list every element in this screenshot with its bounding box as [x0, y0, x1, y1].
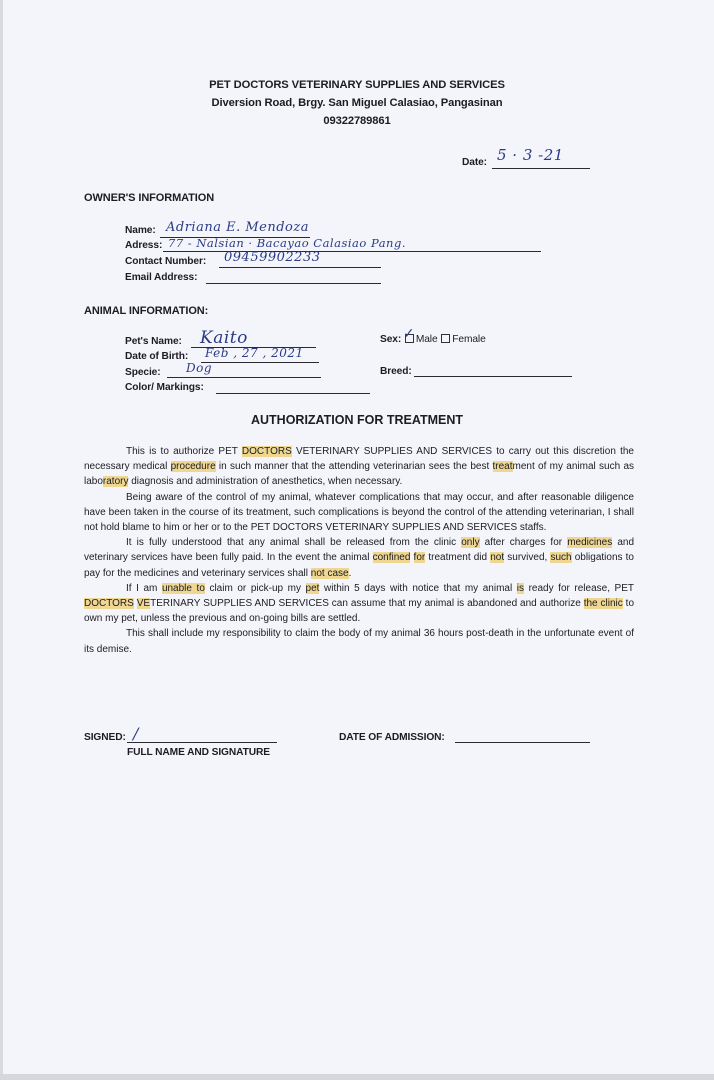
- p1-text: This is to authorize PET: [126, 446, 242, 457]
- p4-highlight: VE: [136, 598, 151, 610]
- p3-highlight: not: [490, 552, 505, 564]
- species-field[interactable]: Dog: [186, 361, 213, 375]
- dob-label: Date of Birth:: [125, 351, 189, 362]
- pet-name-field[interactable]: Kaito: [200, 328, 248, 348]
- owner-address-line: [163, 251, 541, 252]
- contact-number-label: Contact Number:: [125, 256, 207, 267]
- date-of-admission-line: [455, 742, 590, 743]
- authorization-title: AUTHORIZATION FOR TREATMENT: [250, 413, 463, 427]
- p1-text: diagnosis and administration of anesthetics, when necessary.: [128, 476, 403, 488]
- p4-text: ready for release, PET: [524, 582, 635, 594]
- owner-address-field[interactable]: 77 - Nalsian · Bacayao Calasiao Pang.: [168, 236, 406, 250]
- owner-name-label: Name:: [125, 225, 156, 236]
- paragraph-4: [84, 581, 634, 627]
- full-name-signature-label: FULL NAME AND SIGNATURE: [127, 747, 270, 758]
- pet-name-label: Pet's Name:: [125, 336, 182, 347]
- signed-label: SIGNED:: [84, 732, 126, 743]
- sex-label: Sex:: [380, 334, 402, 345]
- owner-section-title: OWNER'S INFORMATION: [84, 192, 215, 204]
- color-markings-label: Color/ Markings:: [125, 382, 204, 393]
- business-name: PET DOCTORS VETERINARY SUPPLIES AND SERVICES: [209, 79, 505, 91]
- p1-text: in such manner that the attending veterinarian sees the best: [215, 461, 493, 473]
- signature-field[interactable]: /: [133, 724, 139, 743]
- p3-highlight: only: [461, 537, 480, 549]
- authorization-body: [84, 444, 634, 657]
- owner-name-field[interactable]: Adriana E. Mendoza: [166, 220, 309, 235]
- p3-highlight: for: [413, 552, 426, 564]
- business-address: Diversion Road, Brgy. San Miguel Calasiao, Pangasinan: [211, 97, 503, 109]
- p4-highlight: DOCTORS: [84, 598, 134, 610]
- female-checkbox[interactable]: [441, 334, 450, 343]
- p3-highlight: medicines: [567, 537, 613, 549]
- p4-text: within 5 days with notice that my animal: [319, 582, 517, 594]
- owner-address-label: Adress:: [125, 240, 163, 251]
- color-markings-line: [216, 393, 370, 394]
- date-line: [492, 168, 590, 169]
- business-phone: 09322789861: [323, 115, 391, 127]
- p4-highlight: unable to: [161, 582, 205, 594]
- paragraph-1: [84, 444, 634, 490]
- p4-text: If I am: [126, 582, 162, 594]
- dob-line: [201, 362, 319, 363]
- contact-number-field[interactable]: 09459902233: [224, 250, 321, 265]
- letterhead: [0, 76, 714, 130]
- p3-text: .: [348, 567, 352, 579]
- male-checkbox[interactable]: [402, 326, 415, 343]
- date-label: Date:: [462, 157, 487, 168]
- p3-highlight: confined: [372, 552, 411, 564]
- species-line: [167, 377, 321, 378]
- paragraph-3: [84, 535, 634, 581]
- page-edge: [0, 0, 3, 1080]
- male-option-label: Male: [415, 334, 438, 345]
- p1-text: VETERINARY SUPPLIES AND SERVICES to carry out this discretion the necessary medical: [84, 446, 634, 473]
- p4-text: TERINARY SUPPLIES AND SERVICES can assume that my animal is abandoned and authorize: [150, 598, 584, 610]
- p3-text: survived,: [504, 552, 551, 564]
- p4-text: to own my pet, unless the previous and on-going bills are settled.: [84, 598, 635, 625]
- date-of-admission-label: DATE OF ADMISSION:: [339, 732, 445, 743]
- paragraph-5: This shall include my responsibility to claim the body of my animal 36 hours post-death in the unfortunate event of its demise.: [84, 628, 634, 655]
- p1-highlight: ratory: [102, 476, 129, 488]
- sex-field: [380, 326, 486, 345]
- breed-label: Breed:: [380, 366, 412, 377]
- email-line: [206, 283, 381, 284]
- p1-highlight: procedure: [170, 461, 216, 473]
- p4-text: claim or pick-up my: [204, 582, 306, 594]
- p4-highlight: the clinic: [583, 598, 623, 610]
- p1-highlight: DOCTORS: [241, 446, 292, 457]
- p3-text: It is fully understood that any animal shall be released from the clinic: [126, 537, 462, 549]
- date-value[interactable]: 5 · 3 -21: [497, 146, 564, 164]
- check-mark-icon: ✓: [402, 326, 415, 342]
- p3-highlight: such: [550, 552, 572, 564]
- p4-highlight: is: [516, 582, 525, 594]
- contact-number-line: [219, 267, 381, 268]
- p1-text: ment of my animal such as labo: [84, 461, 635, 488]
- animal-section-title: ANIMAL INFORMATION:: [84, 305, 209, 317]
- p3-text: after charges for: [479, 537, 568, 549]
- email-label: Email Address:: [125, 272, 198, 283]
- p1-highlight: treat: [492, 461, 513, 473]
- p3-highlight: not case: [310, 567, 349, 579]
- p3-text: obligations to pay for the medicines and veterinary services shall: [84, 552, 634, 579]
- female-option-label: Female: [452, 334, 486, 345]
- species-label: Specie:: [125, 367, 161, 378]
- p4-highlight: pet: [305, 582, 320, 594]
- paragraph-2: Being aware of the control of my animal, whatever complications that may occur, and after reasonable diligence have been taken in the course of its treatment, such complications is beyond the control of the attending veterinarian, I shall not hold blame to him or her or to the PET DOCTORS VETERINARY SUPPLIES AND SERVICES staffs.: [84, 491, 634, 534]
- p3-text: and veterinary services have been fully paid. In the event the animal: [84, 537, 635, 564]
- dob-field[interactable]: Feb , 27 , 2021: [205, 346, 304, 360]
- signature-line: [127, 742, 277, 743]
- breed-line: [414, 376, 572, 377]
- p3-text: treatment did: [425, 552, 491, 564]
